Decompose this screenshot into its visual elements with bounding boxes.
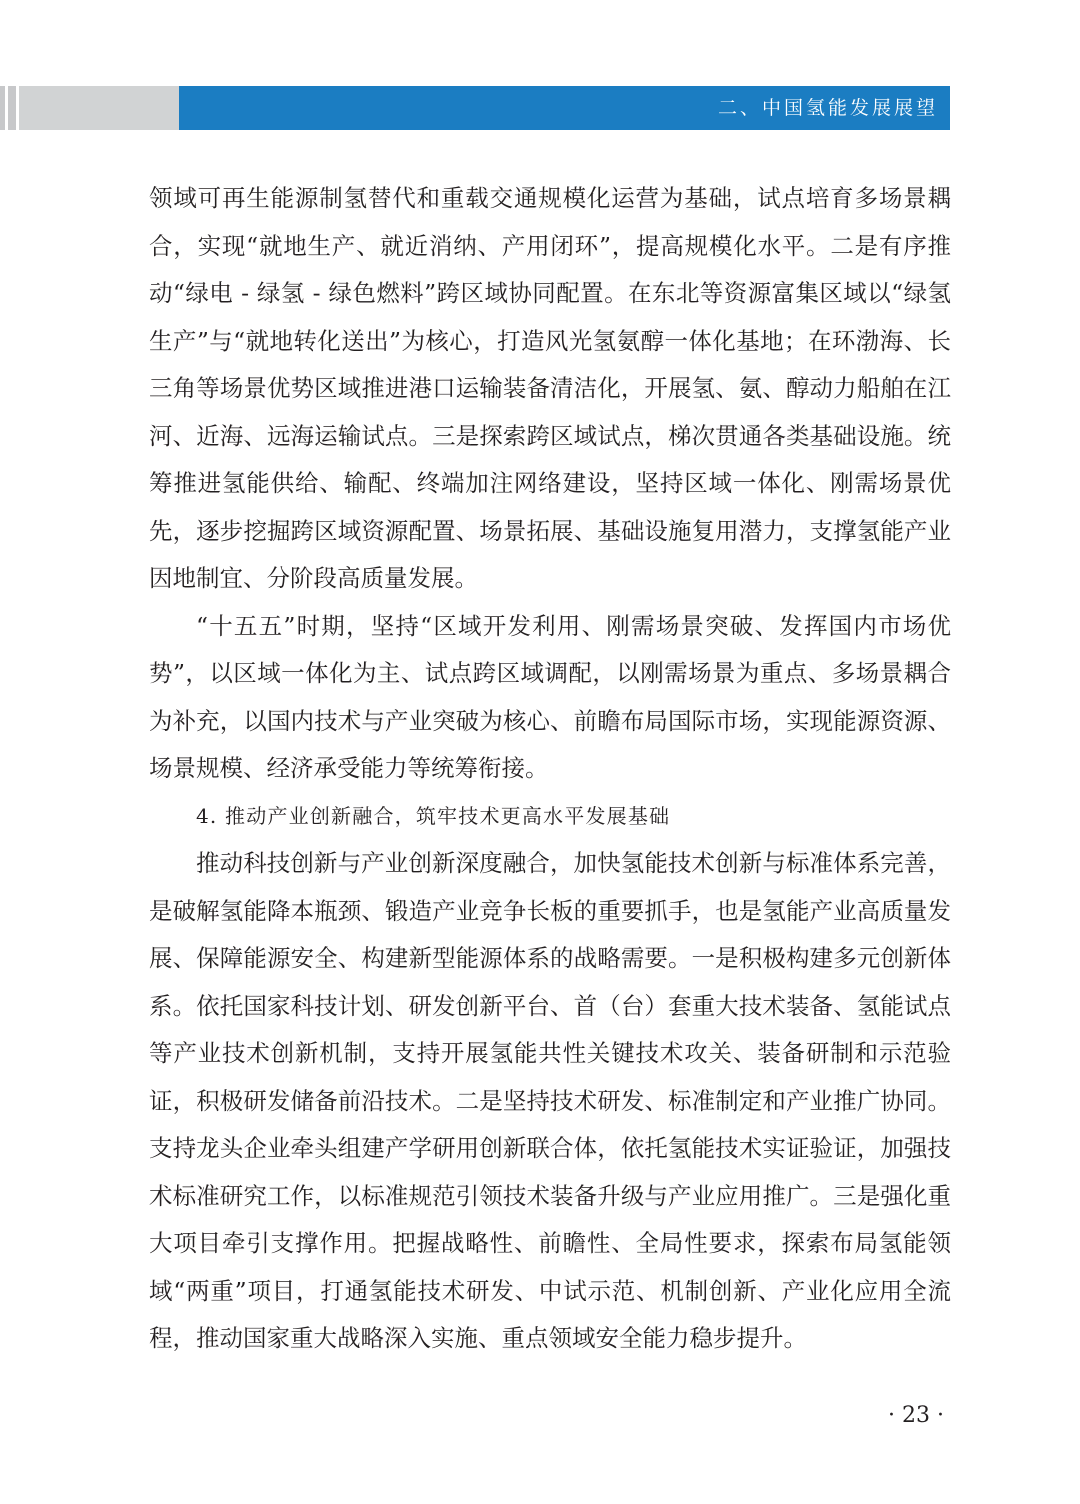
paragraph: “十五五”时期，坚持“区域开发利用、刚需场景突破、发挥国内市场优势”，以区域一体化为主、试点跨区域调配，以刚需场景为重点、多场景耦合为补充，以国内技术与产业突破为核心、前瞻布局国际市场，实现能源资源、场景规模、经济承受能力等统筹衔接。: [149, 611, 951, 782]
header-gray-block: [19, 86, 179, 130]
header-edge-tab: [8, 86, 16, 130]
header-edge-tab: [0, 86, 5, 130]
section-header-bar: [0, 86, 950, 130]
paragraph: 推动科技创新与产业创新深度融合，加快氢能技术创新与标准体系完善，是破解氢能降本瓶颈、锻造产业竞争长板的重要抓手，也是氢能产业高质量发展、保障能源安全、构建新型能源体系的战略需要。一是积极构建多元创新体系。依托国家科技计划、研发创新平台、首（台）套重大技术装备、氢能试点等产业技术创新机制，支持开展氢能共性关键技术攻关、装备研制和示范验证，积极研发储备前沿技术。二是坚持技术研发、标准制定和产业推广协同。支持龙头企业牵头组建产学研用创新联合体，依托氢能技术实证验证，加强技术标准研究工作，以标准规范引领技术装备升级与产业应用推广。三是强化重大项目牵引支撑作用。把握战略性、前瞻性、全局性要求，探索布局氢能领域“两重”项目，打通氢能技术研发、中试示范、机制创新、产业化应用全流程，推动国家重大战略深入实施、重点领域安全能力稳步提升。: [149, 849, 951, 1352]
page-number: · 23 ·: [888, 1403, 944, 1428]
page-body: [149, 175, 951, 1363]
paragraph-continued: 领域可再生能源制氢替代和重载交通规模化运营为基础，试点培育多场景耦合，实现“就地生产、就近消纳、产用闭环”，提高规模化水平。二是有序推动“绿电 - 绿氢 - 绿色燃料”跨区域协同配置。在东北等资源富集区域以“绿氢生产”与“就地转化送出”为核心，打造风光氢氨醇一体化基地；在环渤海、长三角等场景优势区域推进港口运输装备清洁化，开展氢、氨、醇动力船舶在江河、近海、远海运输试点。三是探索跨区域试点，梯次贯通各类基础设施。统筹推进氢能供给、输配、终端加注网络建设，坚持区域一体化、刚需场景优先，逐步挖掘跨区域资源配置、场景拓展、基础设施复用潜力，支撑氢能产业因地制宜、分阶段高质量发展。: [149, 184, 951, 592]
header-blue-block: [179, 86, 950, 130]
section-title: 二、中国氢能发展展望: [717, 97, 938, 119]
subsection-heading: 4. 推动产业创新融合，筑牢技术更高水平发展基础: [196, 803, 671, 828]
